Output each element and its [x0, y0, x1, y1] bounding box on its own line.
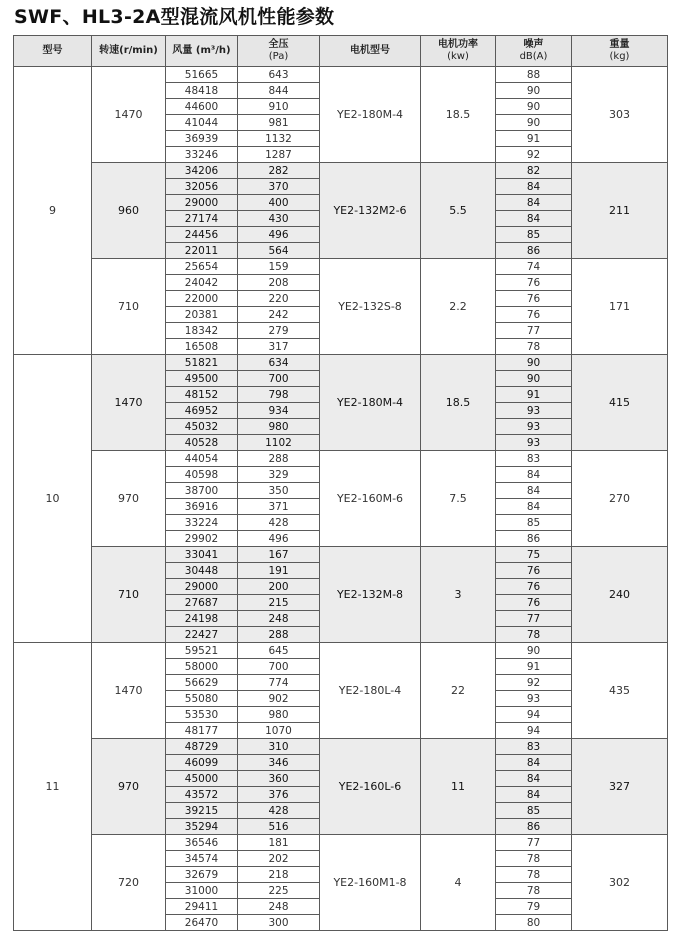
noise-cell: 84: [496, 755, 572, 771]
noise-cell: 86: [496, 819, 572, 835]
airflow-cell: 59521: [166, 643, 238, 659]
header-pressure-unit: (Pa): [268, 51, 289, 62]
speed-cell: 960: [92, 163, 166, 259]
airflow-cell: 51665: [166, 67, 238, 83]
pressure-cell: 225: [238, 883, 320, 899]
pressure-cell: 496: [238, 531, 320, 547]
airflow-cell: 39215: [166, 803, 238, 819]
noise-cell: 91: [496, 659, 572, 675]
airflow-cell: 36939: [166, 131, 238, 147]
pressure-cell: 329: [238, 467, 320, 483]
table-row: [14, 739, 668, 755]
noise-cell: 83: [496, 739, 572, 755]
speed-cell: 970: [92, 739, 166, 835]
header-noise-unit: dB(A): [519, 51, 548, 62]
airflow-cell: 22011: [166, 243, 238, 259]
airflow-cell: 32056: [166, 179, 238, 195]
airflow-cell: 48177: [166, 723, 238, 739]
motor-power-cell: 18.5: [421, 355, 496, 451]
pressure-cell: 350: [238, 483, 320, 499]
airflow-cell: 18342: [166, 323, 238, 339]
pressure-cell: 310: [238, 739, 320, 755]
airflow-cell: 22000: [166, 291, 238, 307]
pressure-cell: 370: [238, 179, 320, 195]
airflow-cell: 46099: [166, 755, 238, 771]
pressure-cell: 980: [238, 419, 320, 435]
weight-cell: 240: [572, 547, 668, 643]
noise-cell: 90: [496, 99, 572, 115]
header-weight: [572, 36, 668, 67]
airflow-cell: 29411: [166, 899, 238, 915]
noise-cell: 76: [496, 595, 572, 611]
airflow-cell: 46952: [166, 403, 238, 419]
pressure-cell: 300: [238, 915, 320, 931]
pressure-cell: 634: [238, 355, 320, 371]
noise-cell: 78: [496, 867, 572, 883]
noise-cell: 78: [496, 851, 572, 867]
noise-cell: 93: [496, 419, 572, 435]
table-row: [14, 451, 668, 467]
noise-cell: 93: [496, 435, 572, 451]
pressure-cell: 279: [238, 323, 320, 339]
pressure-cell: 376: [238, 787, 320, 803]
noise-cell: 84: [496, 211, 572, 227]
airflow-cell: 41044: [166, 115, 238, 131]
table-row: [14, 163, 668, 179]
airflow-cell: 38700: [166, 483, 238, 499]
pressure-cell: 1287: [238, 147, 320, 163]
table-row: [14, 643, 668, 659]
table-row: [14, 355, 668, 371]
pressure-cell: 516: [238, 819, 320, 835]
pressure-cell: 400: [238, 195, 320, 211]
airflow-cell: 33041: [166, 547, 238, 563]
noise-cell: 94: [496, 707, 572, 723]
header-pressure: [238, 36, 320, 67]
pressure-cell: 774: [238, 675, 320, 691]
airflow-cell: 48152: [166, 387, 238, 403]
pressure-cell: 981: [238, 115, 320, 131]
header-row: [14, 36, 668, 67]
pressure-cell: 317: [238, 339, 320, 355]
airflow-cell: 34574: [166, 851, 238, 867]
noise-cell: 90: [496, 643, 572, 659]
noise-cell: 88: [496, 67, 572, 83]
noise-cell: 86: [496, 531, 572, 547]
pressure-cell: 910: [238, 99, 320, 115]
airflow-cell: 36916: [166, 499, 238, 515]
weight-cell: 171: [572, 259, 668, 355]
noise-cell: 90: [496, 83, 572, 99]
pressure-cell: 288: [238, 627, 320, 643]
pressure-cell: 700: [238, 371, 320, 387]
pressure-cell: 215: [238, 595, 320, 611]
airflow-cell: 29000: [166, 579, 238, 595]
speed-cell: 720: [92, 835, 166, 931]
weight-cell: 270: [572, 451, 668, 547]
pressure-cell: 248: [238, 611, 320, 627]
motor-power-cell: 3: [421, 547, 496, 643]
weight-cell: 302: [572, 835, 668, 931]
model-cell: 11: [14, 643, 92, 931]
noise-cell: 85: [496, 515, 572, 531]
noise-cell: 78: [496, 883, 572, 899]
table-row: [14, 259, 668, 275]
airflow-cell: 51821: [166, 355, 238, 371]
pressure-cell: 218: [238, 867, 320, 883]
airflow-cell: 43572: [166, 787, 238, 803]
motor-model-cell: YE2-160L-6: [320, 739, 421, 835]
noise-cell: 76: [496, 291, 572, 307]
header-pressure-label: 全压: [268, 39, 289, 50]
noise-cell: 93: [496, 403, 572, 419]
airflow-cell: 48418: [166, 83, 238, 99]
noise-cell: 84: [496, 499, 572, 515]
noise-cell: 77: [496, 323, 572, 339]
airflow-cell: 35294: [166, 819, 238, 835]
noise-cell: 84: [496, 771, 572, 787]
airflow-cell: 33224: [166, 515, 238, 531]
airflow-cell: 16508: [166, 339, 238, 355]
noise-cell: 91: [496, 387, 572, 403]
weight-cell: 327: [572, 739, 668, 835]
pressure-cell: 200: [238, 579, 320, 595]
speed-cell: 710: [92, 259, 166, 355]
airflow-cell: 55080: [166, 691, 238, 707]
noise-cell: 85: [496, 227, 572, 243]
airflow-cell: 49500: [166, 371, 238, 387]
weight-cell: 211: [572, 163, 668, 259]
noise-cell: 74: [496, 259, 572, 275]
pressure-cell: 798: [238, 387, 320, 403]
airflow-cell: 31000: [166, 883, 238, 899]
airflow-cell: 27687: [166, 595, 238, 611]
airflow-cell: 27174: [166, 211, 238, 227]
pressure-cell: 346: [238, 755, 320, 771]
airflow-cell: 40528: [166, 435, 238, 451]
airflow-cell: 32679: [166, 867, 238, 883]
header-speed: 转速(r/min): [92, 36, 166, 67]
pressure-cell: 844: [238, 83, 320, 99]
noise-cell: 92: [496, 675, 572, 691]
weight-cell: 303: [572, 67, 668, 163]
motor-model-cell: YE2-160M1-8: [320, 835, 421, 931]
motor-model-cell: YE2-132S-8: [320, 259, 421, 355]
noise-cell: 90: [496, 355, 572, 371]
noise-cell: 82: [496, 163, 572, 179]
table-row: [14, 547, 668, 563]
motor-power-cell: 22: [421, 643, 496, 739]
noise-cell: 90: [496, 115, 572, 131]
motor-power-cell: 7.5: [421, 451, 496, 547]
motor-model-cell: YE2-180M-4: [320, 355, 421, 451]
pressure-cell: 248: [238, 899, 320, 915]
noise-cell: 93: [496, 691, 572, 707]
header-airflow: 风量 (m³/h): [166, 36, 238, 67]
header-power-label: 电机功率: [438, 39, 478, 50]
pressure-cell: 371: [238, 499, 320, 515]
noise-cell: 94: [496, 723, 572, 739]
noise-cell: 83: [496, 451, 572, 467]
pressure-cell: 167: [238, 547, 320, 563]
pressure-cell: 282: [238, 163, 320, 179]
motor-model-cell: YE2-132M-8: [320, 547, 421, 643]
pressure-cell: 360: [238, 771, 320, 787]
table-body: [14, 67, 668, 931]
pressure-cell: 428: [238, 803, 320, 819]
airflow-cell: 58000: [166, 659, 238, 675]
airflow-cell: 29902: [166, 531, 238, 547]
pressure-cell: 288: [238, 451, 320, 467]
noise-cell: 79: [496, 899, 572, 915]
header-weight-unit: (kg): [609, 51, 630, 62]
pressure-cell: 1132: [238, 131, 320, 147]
noise-cell: 91: [496, 131, 572, 147]
pressure-cell: 202: [238, 851, 320, 867]
noise-cell: 84: [496, 483, 572, 499]
pressure-cell: 430: [238, 211, 320, 227]
speed-cell: 1470: [92, 355, 166, 451]
noise-cell: 90: [496, 371, 572, 387]
header-model: 型号: [14, 36, 92, 67]
model-cell: 10: [14, 355, 92, 643]
airflow-cell: 24456: [166, 227, 238, 243]
header-noise-label: 噪声: [523, 39, 544, 50]
pressure-cell: 191: [238, 563, 320, 579]
airflow-cell: 48729: [166, 739, 238, 755]
motor-power-cell: 11: [421, 739, 496, 835]
pressure-cell: 242: [238, 307, 320, 323]
noise-cell: 76: [496, 579, 572, 595]
motor-model-cell: YE2-180L-4: [320, 643, 421, 739]
weight-cell: 435: [572, 643, 668, 739]
speed-cell: 710: [92, 547, 166, 643]
table-row: [14, 67, 668, 83]
weight-cell: 415: [572, 355, 668, 451]
noise-cell: 84: [496, 467, 572, 483]
airflow-cell: 36546: [166, 835, 238, 851]
pressure-cell: 980: [238, 707, 320, 723]
pressure-cell: 208: [238, 275, 320, 291]
pressure-cell: 564: [238, 243, 320, 259]
noise-cell: 76: [496, 563, 572, 579]
pressure-cell: 220: [238, 291, 320, 307]
motor-model-cell: YE2-160M-6: [320, 451, 421, 547]
pressure-cell: 700: [238, 659, 320, 675]
airflow-cell: 44054: [166, 451, 238, 467]
noise-cell: 78: [496, 627, 572, 643]
motor-power-cell: 2.2: [421, 259, 496, 355]
pressure-cell: 1070: [238, 723, 320, 739]
motor-power-cell: 18.5: [421, 67, 496, 163]
airflow-cell: 56629: [166, 675, 238, 691]
pressure-cell: 934: [238, 403, 320, 419]
noise-cell: 76: [496, 275, 572, 291]
motor-model-cell: YE2-132M2-6: [320, 163, 421, 259]
airflow-cell: 53530: [166, 707, 238, 723]
noise-cell: 84: [496, 179, 572, 195]
pressure-cell: 159: [238, 259, 320, 275]
noise-cell: 78: [496, 339, 572, 355]
pressure-cell: 1102: [238, 435, 320, 451]
noise-cell: 84: [496, 787, 572, 803]
header-motor: 电机型号: [320, 36, 421, 67]
airflow-cell: 20381: [166, 307, 238, 323]
airflow-cell: 33246: [166, 147, 238, 163]
airflow-cell: 34206: [166, 163, 238, 179]
airflow-cell: 29000: [166, 195, 238, 211]
fan-performance-table: [13, 35, 668, 931]
header-noise: [496, 36, 572, 67]
noise-cell: 77: [496, 611, 572, 627]
airflow-cell: 44600: [166, 99, 238, 115]
speed-cell: 1470: [92, 67, 166, 163]
airflow-cell: 30448: [166, 563, 238, 579]
airflow-cell: 22427: [166, 627, 238, 643]
noise-cell: 92: [496, 147, 572, 163]
airflow-cell: 24198: [166, 611, 238, 627]
airflow-cell: 24042: [166, 275, 238, 291]
pressure-cell: 643: [238, 67, 320, 83]
noise-cell: 84: [496, 195, 572, 211]
motor-model-cell: YE2-180M-4: [320, 67, 421, 163]
pressure-cell: 902: [238, 691, 320, 707]
speed-cell: 970: [92, 451, 166, 547]
pressure-cell: 181: [238, 835, 320, 851]
airflow-cell: 40598: [166, 467, 238, 483]
header-power-unit: (kw): [447, 51, 469, 62]
pressure-cell: 496: [238, 227, 320, 243]
table-row: [14, 835, 668, 851]
pressure-cell: 428: [238, 515, 320, 531]
noise-cell: 80: [496, 915, 572, 931]
airflow-cell: 45032: [166, 419, 238, 435]
speed-cell: 1470: [92, 643, 166, 739]
noise-cell: 85: [496, 803, 572, 819]
model-cell: 9: [14, 67, 92, 355]
noise-cell: 75: [496, 547, 572, 563]
noise-cell: 86: [496, 243, 572, 259]
header-power: [421, 36, 496, 67]
pressure-cell: 645: [238, 643, 320, 659]
airflow-cell: 25654: [166, 259, 238, 275]
motor-power-cell: 5.5: [421, 163, 496, 259]
motor-power-cell: 4: [421, 835, 496, 931]
noise-cell: 77: [496, 835, 572, 851]
page-title: SWF、HL3-2A型混流风机性能参数: [14, 6, 335, 28]
header-weight-label: 重量: [609, 39, 630, 50]
airflow-cell: 45000: [166, 771, 238, 787]
noise-cell: 76: [496, 307, 572, 323]
airflow-cell: 26470: [166, 915, 238, 931]
